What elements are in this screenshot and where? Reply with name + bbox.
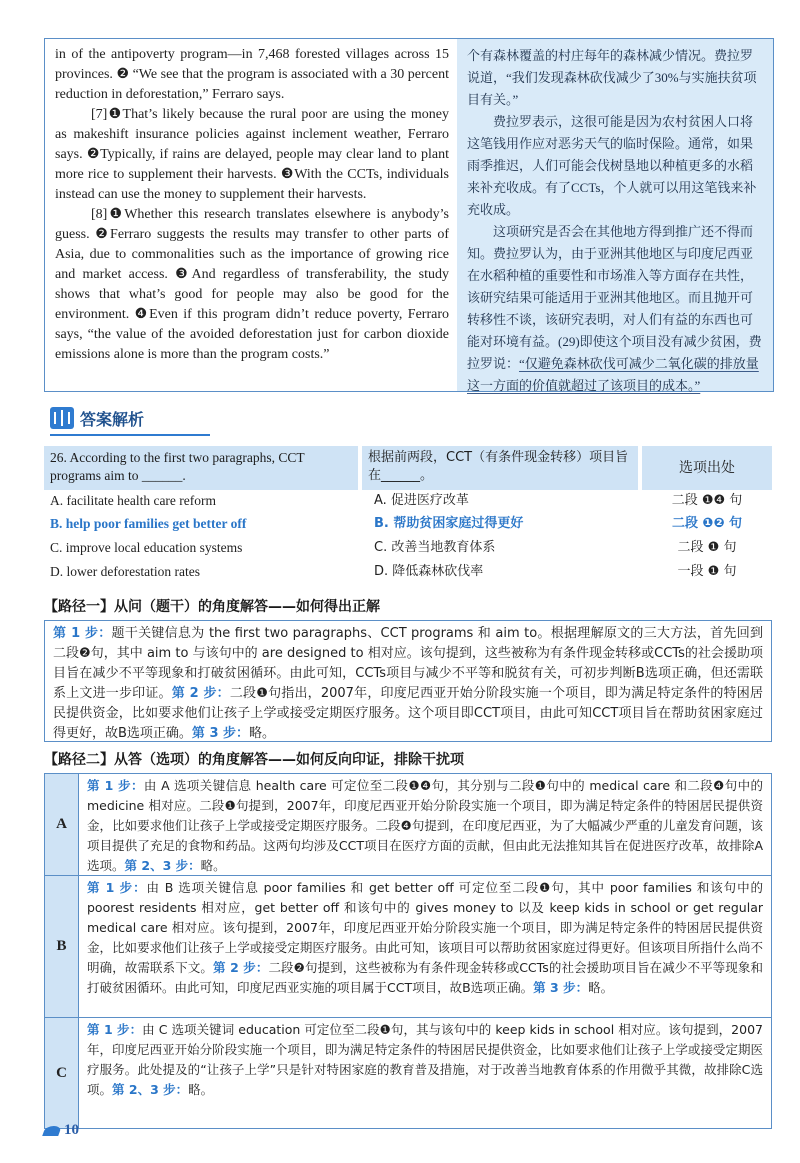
option-d-zh: D. 降低森林砍伐率 <box>374 564 484 579</box>
row-c-step1-label: 第 1 步： <box>87 1022 143 1037</box>
passage-panel <box>44 38 774 392</box>
row-text-c <box>79 1018 771 1102</box>
option-b-zh: B. 帮助贫困家庭过得更好 <box>374 516 524 531</box>
row-a-text2: 略。 <box>200 858 226 873</box>
question-stem-zh: 根据前两段，CCT（有条件现金转移）项目旨在______。 <box>362 446 638 490</box>
section-header <box>50 405 144 431</box>
row-b-step3-label: 第 3 步： <box>533 980 589 995</box>
page-footer <box>44 1122 79 1139</box>
row-label-c: C <box>45 1018 79 1128</box>
question-stem-en: 26. According to the first two paragraphs, CCT programs aim to ______. <box>44 446 358 490</box>
passage-zh-p2: 费拉罗表示，这很可能是因为农村贫困人口将这笔钱用作应对恶劣天气的临时保险。通常，如果雨季推迟，人们可能会伐树垦地以种植更多的水稻来补充收成。有了CCTs，个人就可以用这笔钱来补充收成。 <box>467 114 757 217</box>
passage-chinese <box>457 39 773 391</box>
option-c-en: C. improve local education systems <box>50 540 243 555</box>
option-c-location: 二段 ❶ 句 <box>677 540 737 555</box>
row-a-step2-label: 第 2、3 步： <box>124 858 201 873</box>
passage-en-p2: [7]❶That’s likely because the rural poor are using the money as makeshift insurance policies against inclement weather, Ferraro says. ❷Typically, if rains are delayed, people may clear land to plant more rice to supplement their harvests. ❸With the CCTs, individuals instead can use the money to supplement their harvests. <box>55 107 449 202</box>
row-label-b: B <box>45 876 79 1017</box>
path1-header: 【路径一】从问（题干）的角度解答——如何得出正解 <box>44 599 380 615</box>
option-d-location: 一段 ❶ 句 <box>677 564 737 579</box>
option-a-en: A. facilitate health care reform <box>50 493 217 508</box>
row-b-step2-label: 第 2 步： <box>213 960 269 975</box>
row-label-a: A <box>45 774 79 875</box>
passage-en-p1: in of the antipoverty program—in 7,468 forested villages across 15 provinces. ❷ “We see that the program is associated with a 30 percent reduction in deforestation,” Ferraro says. <box>55 47 449 102</box>
option-c-zh: C. 改善当地教育体系 <box>374 540 496 555</box>
wave-icon <box>42 1126 62 1136</box>
section-divider <box>50 434 210 436</box>
path2-row-c <box>45 1018 771 1128</box>
path2-header: 【路径二】从答（选项）的角度解答——如何反向印证，排除干扰项 <box>44 752 464 768</box>
row-c-step2-label: 第 2、3 步： <box>112 1082 189 1097</box>
passage-en-p3: [8]❶Whether this research translates elsewhere is anybody’s guess. ❷Ferraro suggests the results may transfer to other parts of Asia, due to commonalities such as the importance of growing rice and market access. ❸And regardless of transferability, the study shows that what’s good for people may also be good for the environment. ❹Even if this program didn’t reduce poverty, Ferraro says, “the value of the avoided deforestation just for carbon dioxide emissions alone is more than the program costs.” <box>55 207 449 362</box>
row-c-text: 由 C 选项关键词 education 可定位至二段❶句，其与该句中的 keep kids in school 相对应。该句提到，2007年，印度尼西亚开始分阶段实施一个项目，即为满足特定条件的特困居民提供资金，比如要求他们让孩子上学或接受定期医疗服务。此处提及的“让孩子上学”只是针对特困家庭的教育普及措施，对于改善当地教育体系的作用微乎其微，故排除C选项。 <box>87 1022 763 1097</box>
row-b-text2: 二段❷句提到，这些被称为有条件现金转移或CCTs的社会援助项目旨在减少不平等现象和打破贫困循环。由此可知，印度尼西亚实施的项目属于CCT项目，故B选项正确。 <box>87 960 763 995</box>
section-title: 答案解析 <box>80 409 145 429</box>
passage-zh-p1: 个有森林覆盖的村庄每年的森林减少情况。费拉罗说道，“我们发现森林砍伐减少了30%与实施扶贫项目有关。” <box>467 48 757 107</box>
row-text-b <box>79 876 771 1000</box>
path1-step1-text: 题干关键信息为 the first two paragraphs、CCT programs 和 aim to。根据理解原文的三大方法，首先回到二段❷句，其中 aim to 与该句中的 are designed to 相对应。该句提到，这些被称为有条件现金转移或CCTs的社会援助项目旨在减少不平等现象和打破贫困循环。由此可知，CCTs项目与减少不平等和脱贫有关，可初步判断B选项正确，但还需联系上文进一步印证。 <box>53 626 763 701</box>
option-b-location: 二段 ❶❷ 句 <box>671 516 743 531</box>
path1-step3-label: 第 3 步： <box>191 726 250 741</box>
path2-row-a <box>45 774 771 876</box>
option-b-en: B. help poor families get better off <box>50 516 247 531</box>
row-c-text2: 略。 <box>188 1082 214 1097</box>
row-b-step1-label: 第 1 步： <box>87 880 147 895</box>
row-a-step1-label: 第 1 步： <box>87 778 144 793</box>
option-a-location: 二段 ❶❹ 句 <box>671 493 743 508</box>
passage-zh-p3-a: 这项研究是否会在其他地方得到推广还不得而知。费拉罗认为，由于亚洲其他地区与印度尼西亚在水稻种植的重要性和市场准入等方面存在共性，该研究结果可能适用于亚洲其他地区。而且抛开可转移性不谈，该研究表明，对人们有益的东西也可能对环境有益。(29)即使这个项目没有减少贫困，费拉罗说： <box>467 224 762 371</box>
path1-step1-label: 第 1 步： <box>53 626 112 641</box>
path1-step2-text: 二段❶句指出，2007年，印度尼西亚开始分阶段实施一个项目，即为满足特定条件的特困居民提供资金，比如要求他们让孩子上学或接受定期医疗服务。这个项目即CCT项目，由此可知CCT项目旨在帮助贫困家庭过得更好，故B选项正确。 <box>53 686 763 741</box>
row-text-a <box>79 774 771 878</box>
path2-row-b <box>45 876 771 1018</box>
row-b-text3: 略。 <box>588 980 614 995</box>
path2-table <box>44 773 772 1129</box>
row-a-text: 由 A 选项关键信息 health care 可定位至二段❶❹句，其分别与二段❶句中的 medical care 和二段❹句中的 medicine 相对应。二段❶句提到，2007年，印度尼西亚开始分阶段实施一个项目，即为满足特定条件的特困居民提供资金，比如要求他们让孩子上学或接受定期医疗服务。二段❹句提到，在印度尼西亚，为了大幅减少严重的儿童发育问题，该项目提供了充足的食物和药品。这两句均涉及CCT项目在医疗方面的贡献，但由此无法推知其旨在促进医疗改革，故排除A选项。 <box>87 778 764 873</box>
row-b-text: 由 B 选项关键信息 poor families 和 get better off 可定位至二段❶句，其中 poor families 和该句中的 poorest residents 相对应，get better off 和该句中的 gives money to 以及 keep kids in school or get regular medical care 相对应。该句提到，2007年，印度尼西亚开始分阶段实施一个项目，即为满足特定条件的特困居民提供资金，比如要求他们让孩子上学或接受定期医疗服务。由此可知，该项目可以帮助贫困家庭过得更好。但该项目所指什么尚不明确，故需联系下文。 <box>87 880 763 975</box>
passage-english <box>45 39 457 391</box>
location-header: 选项出处 <box>642 446 772 490</box>
passage-zh-p3-b: “仅避免森林砍伐可减少二氧化碳的排放量这一方面的价值就超过了该项目的成本。” <box>467 356 759 393</box>
option-a-zh: A. 促进医疗改革 <box>374 493 469 508</box>
page-number: 10 <box>64 1122 79 1138</box>
passage-zh-p3 <box>467 221 763 397</box>
option-d-en: D. lower deforestation rates <box>50 564 200 579</box>
book-icon <box>50 407 74 429</box>
path1-step2-label: 第 2 步： <box>171 686 230 701</box>
path1-box <box>44 620 772 742</box>
path1-step3-text: 略。 <box>249 726 276 741</box>
